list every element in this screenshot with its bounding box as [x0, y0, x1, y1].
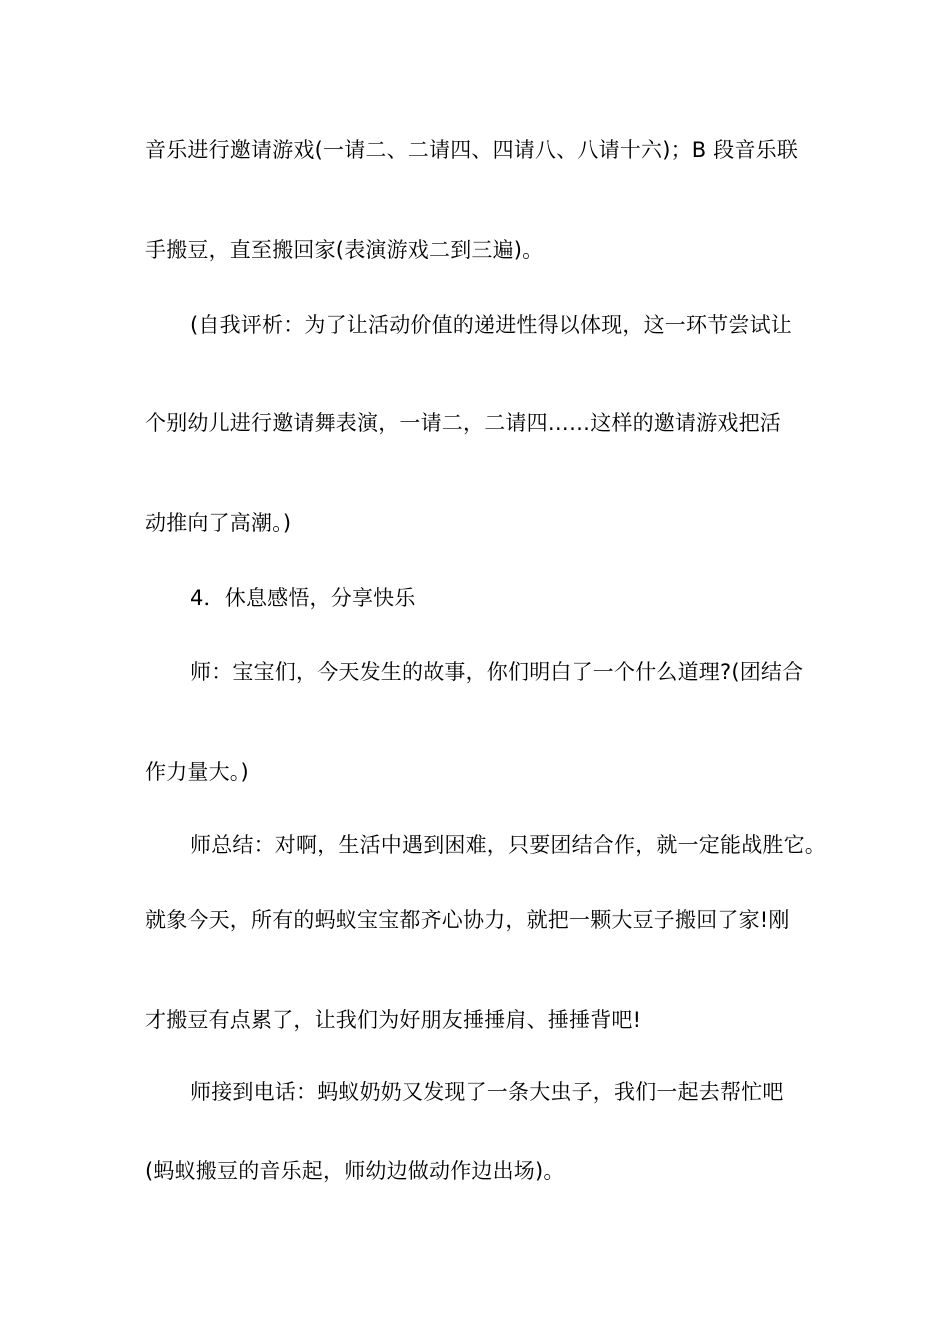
text-line: 手搬豆，直至搬回家(表演游戏二到三遍)。 — [145, 238, 544, 262]
text-line: 动推向了高潮。) — [145, 511, 292, 535]
text-line: (自我评析：为了让活动价值的递进性得以体现，这一环节尝试让 — [190, 313, 792, 337]
text-line: 就象今天，所有的蚂蚁宝宝都齐心协力，就把一颗大豆子搬回了家!刚 — [145, 908, 790, 932]
section-heading: 4．休息感悟，分享快乐 — [190, 586, 416, 610]
text-line: (蚂蚁搬豆的音乐起，师幼边做动作边出场)。 — [145, 1159, 565, 1183]
text-line: 音乐进行邀请游戏(一请二、二请四、四请八、八请十六)；B 段音乐联 — [145, 138, 799, 162]
text-line: 师接到电话：蚂蚁奶奶又发现了一条大虫子，我们一起去帮忙吧 — [190, 1080, 784, 1104]
text-line: 个别幼儿进行邀请舞表演，一请二，二请四……这样的邀请游戏把活 — [145, 411, 781, 435]
text-line: 师：宝宝们，今天发生的故事，你们明白了一个什么道理?(团结合 — [190, 660, 804, 684]
text-line: 才搬豆有点累了，让我们为好朋友捶捶肩、捶捶背吧! — [145, 1008, 642, 1032]
text-line: 作力量大。) — [145, 760, 249, 784]
text-line: 师总结：对啊，生活中遇到困难，只要团结合作，就一定能战胜它。 — [190, 833, 826, 857]
